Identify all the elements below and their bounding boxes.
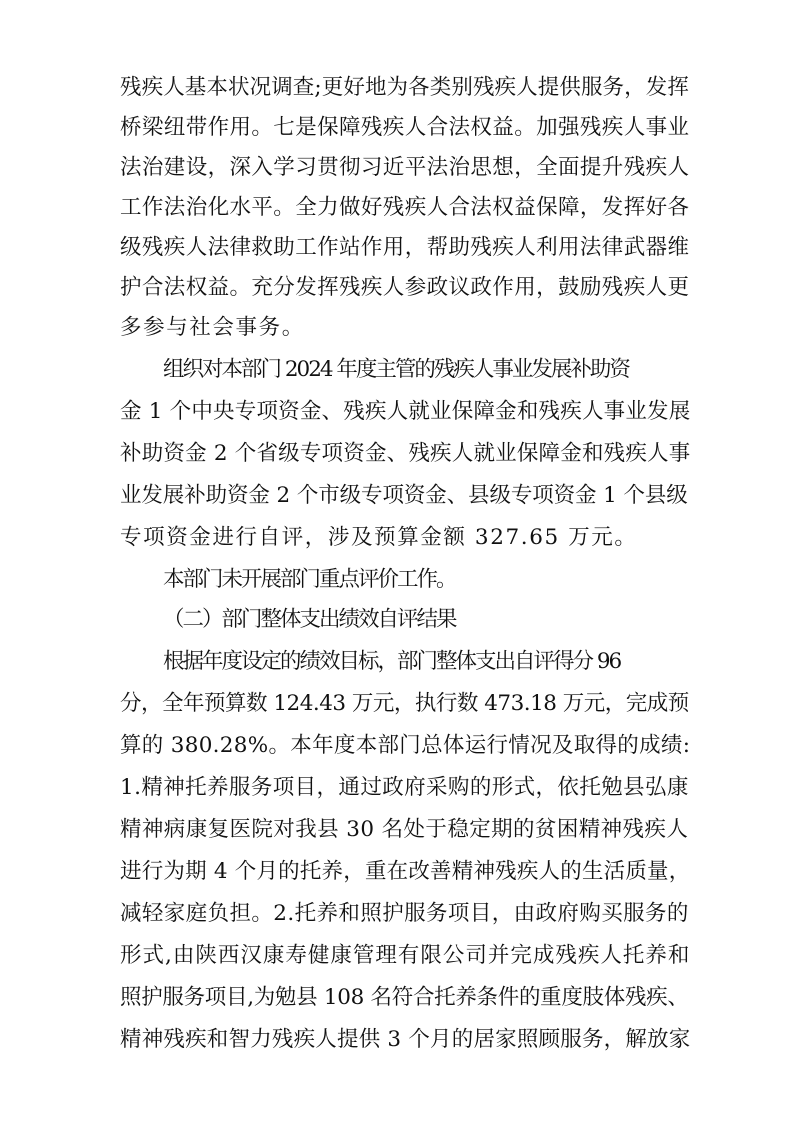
paragraph-first-line: 本部门未开展部门重点评价工作。 xyxy=(163,567,456,592)
section-heading: （二）部门整体支出绩效自评结果 xyxy=(163,607,456,632)
text-line: 减轻家庭负担。2.托养和照护服务项目，由政府购买服务的 xyxy=(120,901,689,926)
text-line: 业发展补助资金 2 个市级专项资金、县级专项资金 1 个县级 xyxy=(120,483,688,508)
text-line: 金 1 个中央专项资金、残疾人就业保障金和残疾人事业发展 xyxy=(120,399,691,424)
text-line: 进行为期 4 个月的托养，重在改善精神残疾人的生活质量， xyxy=(120,859,691,884)
text-line: 级残疾人法律救助工作站作用，帮助残疾人利用法律武器维 xyxy=(120,235,690,260)
text-line: 精神病康复医院对我县 30 名处于稳定期的贫困精神残疾人 xyxy=(120,817,689,842)
text-line: 法治建设，深入学习贯彻习近平法治思想，全面提升残疾人 xyxy=(120,155,690,180)
text-line: 多参与社会事务。 xyxy=(120,315,305,340)
text-line: 护合法权益。充分发挥残疾人参政议政作用，鼓励残疾人更 xyxy=(120,275,690,300)
text-line: 分，全年预算数 124.43 万元，执行数 473.18 万元，完成预 xyxy=(120,691,689,716)
text-line: 专项资金进行自评，涉及预算金额 327.65 万元。 xyxy=(120,525,638,550)
text-line: 补助资金 2 个省级专项资金、残疾人就业保障金和残疾人事 xyxy=(120,441,691,466)
text-line: 形式,由陕西汉康寿健康管理有限公司并完成残疾人托养和 xyxy=(120,943,691,968)
text-line: 桥梁纽带作用。七是保障残疾人合法权益。加强残疾人事业 xyxy=(120,115,690,140)
text-line: 算的 380.28%。本年度本部门总体运行情况及取得的成绩: xyxy=(120,733,691,758)
text-line: 1.精神托养服务项目，通过政府采购的形式，依托勉县弘康 xyxy=(120,775,689,800)
text-line: 残疾人基本状况调查;更好地为各类别残疾人提供服务，发挥 xyxy=(120,75,689,100)
text-line: 照护服务项目,为勉县 108 名符合托养条件的重度肢体残疾、 xyxy=(120,985,689,1010)
paragraph-first-line: 根据年度设定的绩效目标，部门整体支出自评得分 96 xyxy=(163,649,621,674)
paragraph-first-line: 组织对本部门 2024 年度主管的残疾人事业发展补助资 xyxy=(163,357,629,382)
text-line: 精神残疾和智力残疾人提供 3 个月的居家照顾服务，解放家 xyxy=(120,1027,691,1052)
text-line: 工作法治化水平。全力做好残疾人合法权益保障，发挥好各 xyxy=(120,195,690,220)
